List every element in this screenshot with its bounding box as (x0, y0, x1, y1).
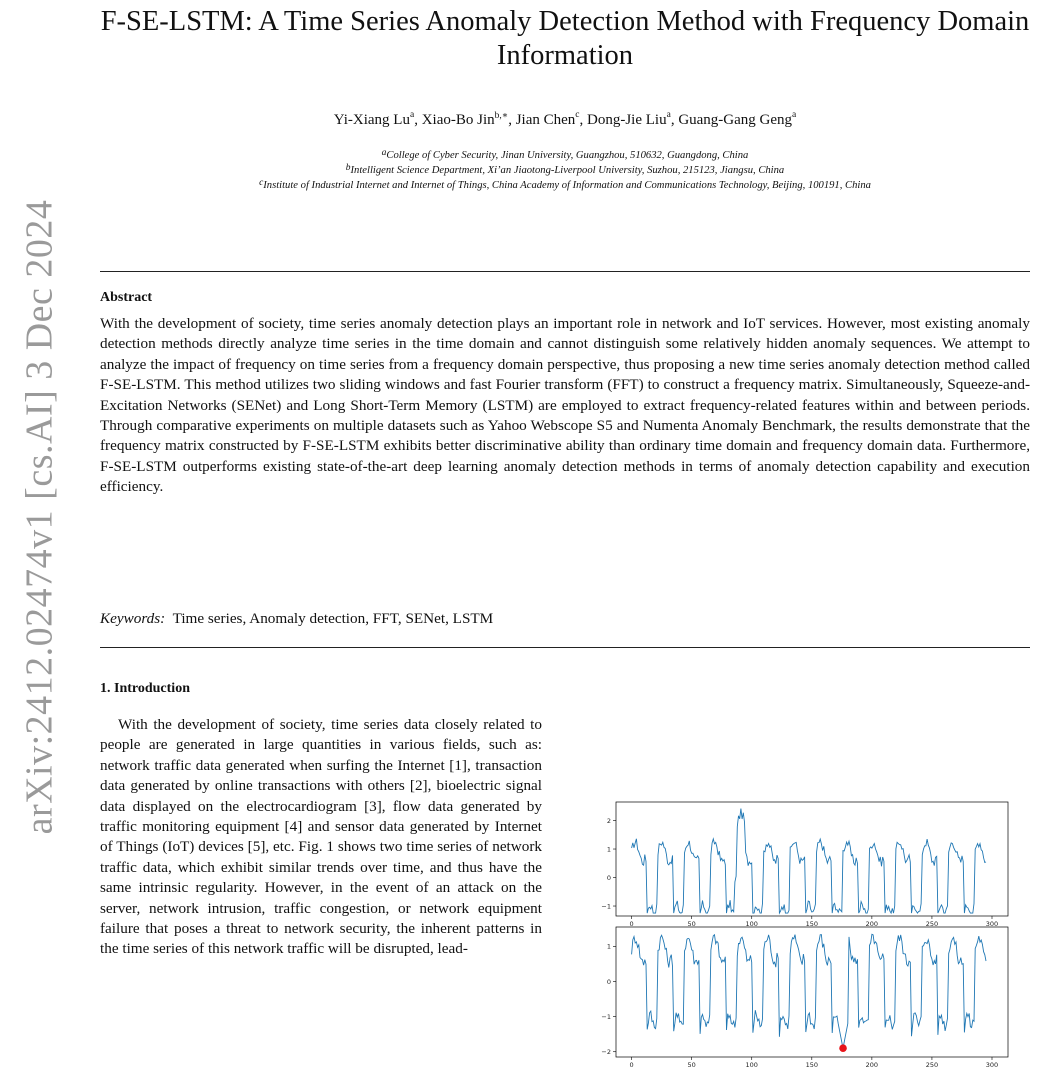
author: Jian Chen$^c$ (515, 110, 580, 128)
y-tick-label: 0 (606, 873, 611, 882)
author: Yi-Xiang Lu$^a$ (333, 110, 415, 128)
y-tick-label: −1 (601, 1012, 611, 1021)
section-heading: 1. Introduction (100, 681, 190, 696)
y-tick-label: −2 (601, 1048, 611, 1057)
plot-frame (616, 802, 1008, 916)
x-tick-label: 0 (629, 920, 634, 928)
author: Dong-Jie Liu$^a$ (587, 110, 671, 128)
series-line (632, 934, 986, 1048)
keywords-label: Keywords: (100, 610, 166, 627)
x-tick-label: 100 (745, 1061, 758, 1067)
arxiv-side-label: arXiv:2412.02474v1 [cs.AI] 3 Dec 2024 (18, 199, 60, 835)
x-tick-label: 50 (687, 920, 696, 928)
author: Xiao-Bo Jin$^{b,∗}$ (421, 111, 509, 128)
x-tick-label: 100 (745, 920, 758, 928)
intro-paragraph: With the development of society, time series data closely related to people are generated in large quantities in various fields, such as: network traffic data generated when surfing the Internet [1], transaction data generated by online transactions with others [2], bioelectric signal data displayed on the electrocardiogram [3], flow data generated by traffic monitoring equipment [4] and sensor data generated by Internet of Things (IoT) devices [5], etc. Fig. 1 shows two time series of network traffic data, which exhibit similar trends over time, and thus have the same intrinsic regularity. However, in the event of an attack on the server, network intrusion, traffic congestion, or network equipment failure that poses a threat to network security, the inherent patterns in the time series of this network traffic will be disrupted, lead- (100, 716, 542, 958)
x-tick-label: 250 (925, 920, 939, 928)
abstract-text: With the development of society, time series anomaly detection plays an important role in network and IoT services. However, most existing anomaly detection methods directly analyze time series in the time domain and cannot distinguish some relatively hidden anomaly sequences. We attempt to analyze the impact of frequency on time series from a frequency domain perspective, thus proposing a new time series anomaly detection method called F-SE-LSTM. This method utilizes two sliding windows and fast Fourier transform (FFT) to construct a frequency matrix. Simultaneously, Squeeze-and-Excitation Networks (SENet) and Long Short-Term Memory (LSTM) are employed to extract frequency-related features within and between periods. Through comparative experiments on multiple datasets such as Yahoo Webscope S5 and Numenta Anomaly Benchmark, the results demonstrate that the frequency matrix constructed by F-SE-LSTM exhibits better discriminative ability than ordinary time domain and frequency domain data. Furthermore, F-SE-LSTM outperforms existing state-of-the-art deep learning anomaly detection methods in terms of anomaly detection capability and execution efficiency. (100, 315, 1030, 496)
affiliation: $^b$Intelligent Science Department, Xi’an Jiaotong-Liverpool University, Suzhou, 215123, Jiangsu, China (345, 163, 785, 176)
affiliation: $^a$College of Cyber Security, Jinan University, Guangzhou, 510632, Guangdong, China (381, 148, 749, 161)
bottom-series-panel (601, 927, 1008, 1067)
y-tick-label: 2 (606, 816, 611, 825)
y-tick-label: 1 (606, 942, 611, 951)
divider (100, 647, 1030, 648)
abstract-heading: Abstract (100, 290, 153, 305)
figure-time-series (598, 800, 1010, 1067)
series-line (632, 809, 986, 914)
y-tick-label: −1 (601, 902, 611, 911)
affiliation: $^c$Institute of Industrial Internet and Internet of Things, China Academy of Information and Communications Technology, Beijing, 100191, China (259, 178, 871, 191)
keywords-line (100, 610, 493, 628)
x-tick-label: 200 (865, 920, 879, 928)
plot-frame (616, 927, 1008, 1057)
keywords-text: Time series, Anomaly detection, FFT, SENet, LSTM (172, 610, 494, 627)
x-tick-label: 150 (805, 920, 819, 928)
y-tick-label: 1 (606, 845, 611, 854)
x-tick-label: 200 (865, 1061, 879, 1067)
x-tick-label: 300 (985, 1061, 999, 1067)
author-list: Yi-Xiang Lu$^a$, Xiao-Bo Jin$^{b,∗}$, Jian Chen$^c$, Dong-Jie Liu$^a$, Guang-Gang Geng$^a$ (333, 110, 797, 128)
x-tick-label: 50 (687, 1061, 696, 1067)
paper-title: F-SE-LSTM: A Time Series Anomaly Detection Method with Frequency Domain Information (100, 6, 1030, 71)
anomaly-point (839, 1044, 847, 1052)
top-series-panel (601, 802, 1008, 928)
x-tick-label: 250 (925, 1061, 939, 1067)
divider (100, 271, 1030, 272)
x-tick-label: 300 (985, 920, 999, 928)
x-tick-label: 150 (805, 1061, 819, 1067)
author: Guang-Gang Geng$^a$ (678, 110, 797, 128)
x-tick-label: 0 (629, 1061, 634, 1067)
y-tick-label: 0 (606, 977, 611, 986)
